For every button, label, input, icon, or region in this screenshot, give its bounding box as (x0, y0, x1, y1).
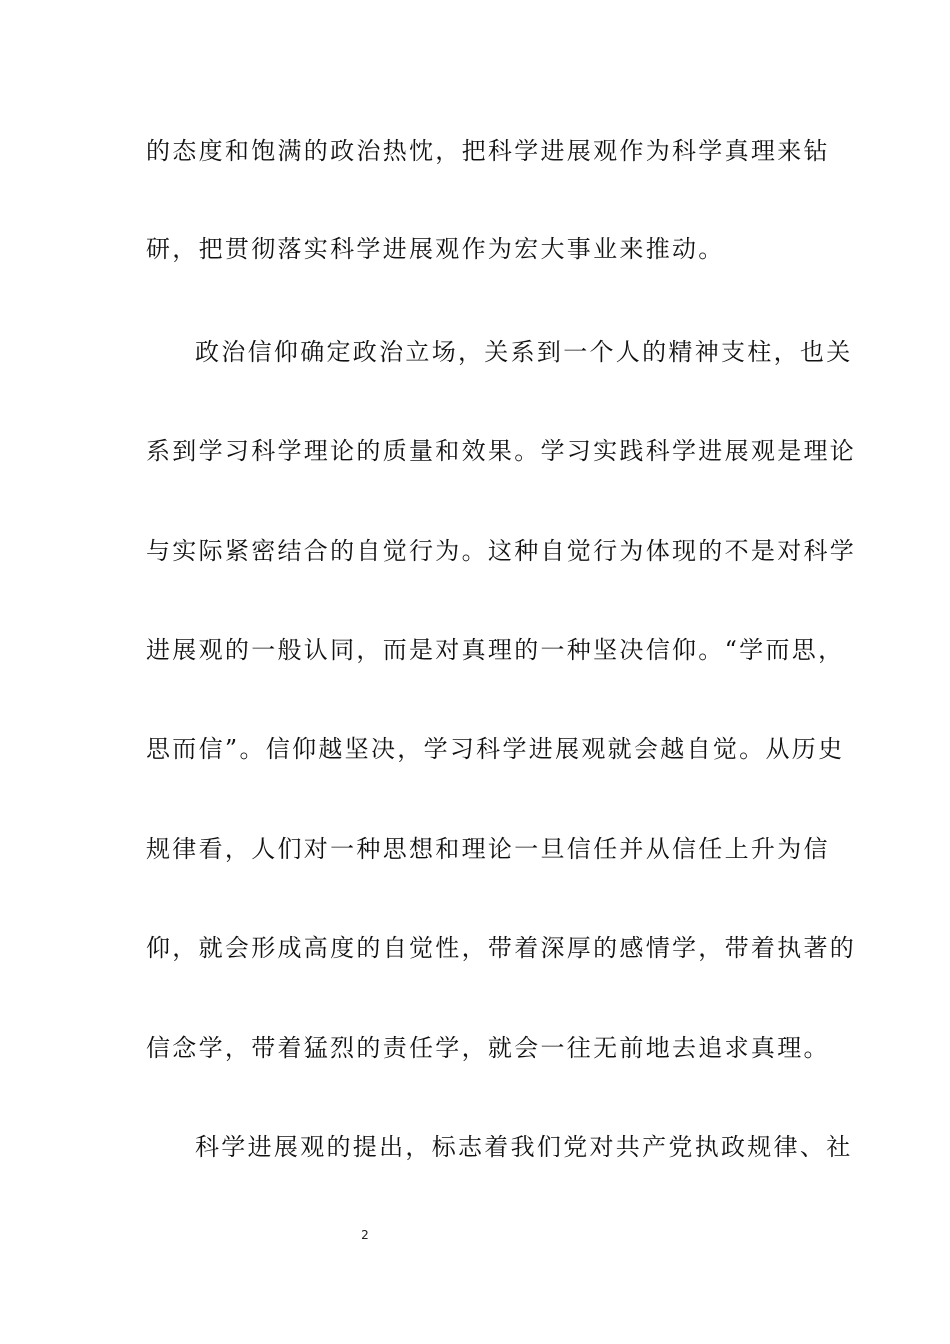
paragraph-start-line: 科学进展观的提出，标志着我们党对共产党执政规律、社 (195, 1133, 853, 1161)
text-line: 系到学习科学理论的质量和效果。学习实践科学进展观是理论 (146, 437, 857, 465)
text-line: 研，把贯彻落实科学进展观作为宏大事业来推动。 (146, 235, 725, 263)
text-line: 的态度和饱满的政治热忱，把科学进展观作为科学真理来钻 (146, 137, 830, 165)
text-line: 思而信”。信仰越坚决，学习科学进展观就会越自觉。从历史 (146, 735, 845, 763)
text-line: 仰，就会形成高度的自觉性，带着深厚的感情学，带着执著的 (146, 934, 857, 962)
page-number: 2 (361, 1228, 369, 1242)
text-line: 信念学，带着猛烈的责任学，就会一往无前地去追求真理。 (146, 1034, 830, 1062)
text-line: 与实际紧密结合的自觉行为。这种自觉行为体现的不是对科学 (146, 537, 857, 565)
text-line: 进展观的一般认同，而是对真理的一种坚决信仰。“学而思， (146, 636, 845, 664)
text-line: 规律看，人们对一种思想和理论一旦信任并从信任上升为信 (146, 835, 830, 863)
paragraph-start-line: 政治信仰确定政治立场，关系到一个人的精神支柱，也关 (195, 338, 853, 366)
